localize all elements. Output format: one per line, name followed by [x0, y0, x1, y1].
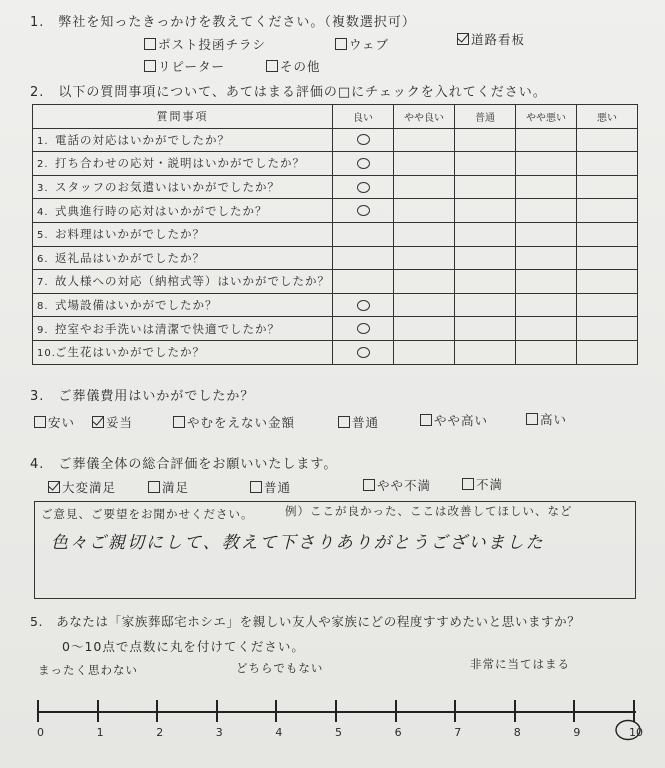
rating-circle-mark: [357, 182, 370, 193]
scale-number[interactable]: 6: [394, 726, 402, 739]
rating-cell[interactable]: [333, 246, 394, 270]
scale-tick: [395, 700, 397, 722]
comment-handwritten-text: 色々ご親切にして、教えて下さりありがとうございました: [51, 533, 545, 553]
scale-tick: [633, 700, 635, 722]
rating-cell[interactable]: [455, 222, 516, 246]
option-label: 安い: [48, 415, 76, 430]
option-label: やや高い: [434, 413, 489, 428]
checkbox[interactable]: [462, 478, 474, 490]
q3-option-normal[interactable]: [338, 413, 379, 431]
scale-tick: [335, 700, 337, 722]
option-label: 不満: [476, 477, 504, 492]
scale-line: [38, 711, 636, 713]
checkbox[interactable]: [335, 38, 347, 50]
option-label: ポスト投函チラシ: [158, 37, 267, 52]
rating-cell[interactable]: [394, 152, 455, 176]
question-cell: [33, 222, 333, 246]
q5-instruction: 0〜10点で点数に丸を付けてください。: [62, 639, 305, 654]
checkbox[interactable]: [526, 413, 538, 425]
rating-cell[interactable]: [516, 152, 577, 176]
rating-cell[interactable]: [577, 340, 638, 364]
rating-row: [33, 246, 638, 270]
rating-cell[interactable]: [394, 246, 455, 270]
question-number: 9.: [37, 324, 49, 336]
checkbox[interactable]: [266, 60, 278, 72]
question-text: 返礼品はいかがでしたか？: [55, 250, 205, 265]
question-text: スタッフのお気遣いはいかがでしたか？: [55, 180, 280, 195]
rating-cell[interactable]: [455, 293, 516, 317]
rating-cell[interactable]: [333, 175, 394, 199]
option-label: やや不満: [377, 478, 432, 493]
q5-title: 5. あなたは「家族葬邸宅ホシエ」を親しい友人や家族にどの程度すすめたいと思いますか？: [30, 614, 581, 629]
question-number: 4.: [37, 206, 49, 218]
q4-title: 4. ご葬儀全体の総合評価をお願いいたします。: [30, 457, 338, 472]
scale-number[interactable]: 2: [156, 726, 164, 739]
rating-row: [33, 293, 638, 317]
rating-circle-mark: [357, 323, 370, 334]
scale-tick: [514, 700, 516, 722]
header-bad: 悪い: [577, 105, 638, 129]
q1-option-web[interactable]: [335, 35, 389, 53]
rating-cell[interactable]: [333, 199, 394, 223]
rating-table: [32, 104, 638, 365]
question-text: 控室やお手洗いは清潔で快適でしたか？: [55, 321, 280, 336]
option-label: 道路看板: [471, 32, 526, 47]
rating-cell[interactable]: [394, 317, 455, 341]
rating-cell[interactable]: [516, 293, 577, 317]
question-number: 3.: [37, 183, 49, 195]
q4-option-dissatisfied[interactable]: [462, 475, 503, 493]
scale-number[interactable]: 9: [573, 726, 581, 739]
rating-table-header: [33, 105, 638, 129]
scale-tick: [454, 700, 456, 722]
rating-row: [33, 222, 638, 246]
scale-number[interactable]: 3: [215, 726, 223, 739]
checkbox[interactable]: [148, 481, 160, 493]
rating-cell[interactable]: [516, 175, 577, 199]
question-number: 2.: [37, 159, 49, 171]
header-good: 良い: [333, 105, 394, 129]
rating-cell[interactable]: [516, 222, 577, 246]
rating-cell[interactable]: [394, 199, 455, 223]
q2-title: 2. 以下の質問事項について、あてはまる評価の□にチェックを入れてください。: [30, 85, 547, 100]
scale-number[interactable]: 10: [629, 726, 643, 739]
scale-number[interactable]: 1: [96, 726, 104, 739]
scale-label-low: まったく思わない: [38, 663, 138, 677]
question-number: 1.: [37, 135, 49, 147]
scale-number[interactable]: 0: [37, 726, 44, 739]
rating-cell[interactable]: [455, 152, 516, 176]
header-fairly-bad: やや悪い: [516, 105, 577, 129]
rating-row: [33, 317, 638, 341]
rating-cell[interactable]: [577, 199, 638, 223]
rating-cell[interactable]: [577, 222, 638, 246]
scale-tick: [97, 700, 99, 722]
q3-option-high[interactable]: [526, 410, 567, 428]
q1-option-signboard[interactable]: [457, 30, 525, 48]
rating-cell[interactable]: [577, 175, 638, 199]
rating-cell[interactable]: [577, 317, 638, 341]
question-cell: [33, 270, 333, 294]
option-label: 妥当: [106, 415, 134, 430]
rating-cell[interactable]: [333, 317, 394, 341]
rating-circle-mark: [357, 158, 370, 169]
option-label: ウェブ: [349, 37, 390, 52]
rating-cell[interactable]: [394, 128, 455, 152]
comment-box[interactable]: [34, 501, 636, 599]
scale-number[interactable]: 5: [335, 726, 342, 739]
q1-option-repeater[interactable]: [144, 57, 225, 75]
rating-circle-mark: [357, 134, 370, 145]
option-label: 普通: [264, 480, 292, 495]
rating-circle-mark: [357, 347, 370, 358]
question-number: 7.: [37, 277, 49, 289]
q3-option-cheap[interactable]: [34, 413, 75, 431]
comment-prompt: ご意見、ご要望をお聞かせください。: [41, 507, 254, 521]
option-label: 普通: [352, 415, 380, 430]
checkbox-checked[interactable]: [457, 33, 469, 45]
rating-cell[interactable]: [394, 175, 455, 199]
checkbox[interactable]: [34, 416, 46, 428]
question-number: 10.: [37, 348, 56, 360]
question-cell: [33, 152, 333, 176]
scale-label-high: 非常に当てはまる: [470, 657, 570, 671]
question-text: 式場設備はいかがでしたか？: [55, 298, 218, 313]
rating-cell[interactable]: [394, 222, 455, 246]
rating-cell[interactable]: [516, 317, 577, 341]
scale-number[interactable]: 4: [275, 726, 283, 739]
question-text: お料理はいかがでしたか？: [55, 227, 205, 242]
rating-cell[interactable]: [455, 317, 516, 341]
option-label: 大変満足: [62, 480, 117, 495]
rating-row: [33, 175, 638, 199]
option-label: やむをえない金額: [187, 415, 296, 430]
option-label: その他: [280, 59, 321, 74]
rating-cell[interactable]: [394, 293, 455, 317]
rating-cell[interactable]: [333, 340, 394, 364]
question-text: 式典進行時の応対はいかがでしたか？: [55, 203, 268, 218]
rating-cell[interactable]: [516, 270, 577, 294]
rating-cell[interactable]: [577, 293, 638, 317]
option-label: リピーター: [158, 59, 226, 74]
rating-cell[interactable]: [455, 270, 516, 294]
rating-cell[interactable]: [516, 199, 577, 223]
scale-tick: [275, 700, 277, 722]
rating-cell[interactable]: [455, 199, 516, 223]
rating-cell[interactable]: [577, 270, 638, 294]
question-cell: [33, 340, 333, 364]
q4-option-slightly-dissatisfied[interactable]: [363, 476, 431, 494]
scale-tick: [216, 700, 218, 722]
checkbox[interactable]: [420, 414, 432, 426]
header-question: 質問事項: [33, 105, 333, 129]
rating-cell[interactable]: [455, 128, 516, 152]
q4-option-normal[interactable]: [250, 478, 291, 496]
scale-tick: [37, 700, 39, 722]
question-text: ご生花はいかがでしたか？: [55, 345, 205, 360]
q4-option-satisfied[interactable]: [148, 478, 189, 496]
question-cell: [33, 128, 333, 152]
question-cell: [33, 317, 333, 341]
q3-title: 3. ご葬儀費用はいかがでしたか？: [30, 389, 255, 404]
q3-option-unavoidable[interactable]: [173, 413, 295, 431]
rating-cell[interactable]: [333, 222, 394, 246]
checkbox[interactable]: [144, 38, 156, 50]
rating-cell[interactable]: [516, 340, 577, 364]
question-number: 8.: [37, 301, 49, 313]
scale-number[interactable]: 7: [454, 726, 462, 739]
question-cell: [33, 199, 333, 223]
rating-cell[interactable]: [333, 128, 394, 152]
rating-row: [33, 152, 638, 176]
scale-tick: [573, 700, 575, 722]
checkbox[interactable]: [144, 60, 156, 72]
checkbox[interactable]: [363, 479, 375, 491]
question-text: 打ち合わせの応対・説明はいかがでしたか？: [55, 156, 305, 171]
scale-label-mid: どちらでもない: [236, 661, 324, 675]
question-cell: [33, 293, 333, 317]
comment-example: 例）ここが良かった、ここは改善してほしい、など: [285, 504, 573, 518]
question-text: 故人様への対応（納棺式等）はいかがでしたか？: [55, 274, 330, 289]
question-cell: [33, 246, 333, 270]
checkbox[interactable]: [250, 481, 262, 493]
rating-cell[interactable]: [394, 340, 455, 364]
q3-option-reasonable[interactable]: [92, 413, 133, 431]
rating-row: [33, 199, 638, 223]
checkbox[interactable]: [173, 416, 185, 428]
rating-circle-mark: [357, 205, 370, 216]
rating-row: [33, 270, 638, 294]
option-label: 高い: [540, 412, 568, 427]
q3-option-slightly-high[interactable]: [420, 411, 488, 429]
rating-cell[interactable]: [577, 246, 638, 270]
header-normal: 普通: [455, 105, 516, 129]
rating-row: [33, 340, 638, 364]
scale-tick: [156, 700, 158, 722]
checkbox-checked[interactable]: [48, 481, 60, 493]
rating-cell[interactable]: [577, 128, 638, 152]
rating-circle-mark: [357, 300, 370, 311]
checkbox[interactable]: [338, 416, 350, 428]
rating-cell[interactable]: [455, 340, 516, 364]
question-text: 電話の対応はいかがでしたか？: [55, 132, 230, 147]
scale-number[interactable]: 8: [513, 726, 521, 739]
rating-cell[interactable]: [516, 246, 577, 270]
header-fairly-good: やや良い: [394, 105, 455, 129]
rating-cell[interactable]: [333, 270, 394, 294]
q1-title: 1. 弊社を知ったきっかけを教えてください。（複数選択可）: [30, 15, 416, 30]
q4-option-very-satisfied[interactable]: [48, 478, 116, 496]
checkbox-checked[interactable]: [92, 416, 104, 428]
q1-option-other[interactable]: [266, 57, 321, 75]
option-label: 満足: [162, 480, 190, 495]
question-number: 6.: [37, 253, 49, 265]
question-number: 5.: [37, 230, 49, 242]
rating-cell[interactable]: [516, 128, 577, 152]
rating-cell[interactable]: [333, 293, 394, 317]
rating-row: [33, 128, 638, 152]
rating-cell[interactable]: [577, 152, 638, 176]
rating-cell[interactable]: [394, 270, 455, 294]
q1-option-flyer[interactable]: [144, 35, 266, 53]
rating-cell[interactable]: [455, 175, 516, 199]
rating-cell[interactable]: [455, 246, 516, 270]
question-cell: [33, 175, 333, 199]
rating-cell[interactable]: [333, 152, 394, 176]
